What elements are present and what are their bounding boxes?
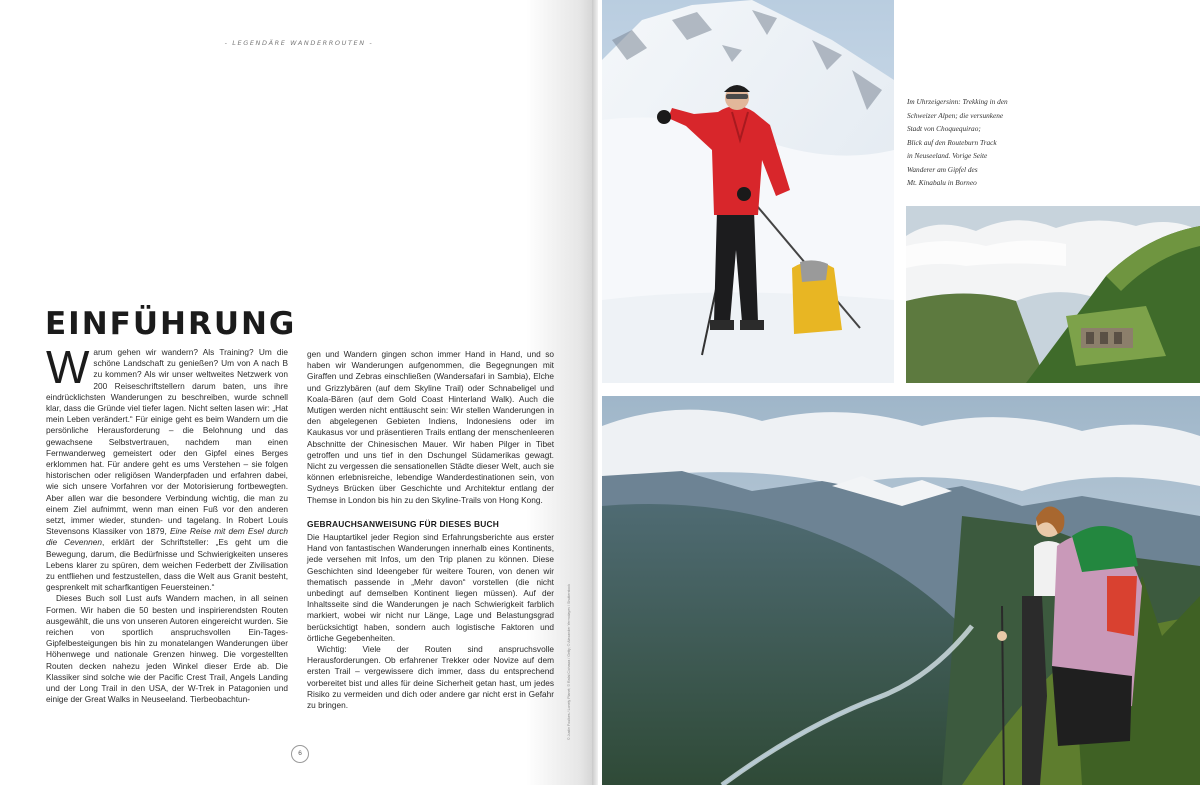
- drop-cap: W: [46, 341, 90, 393]
- paragraph-5: Wichtig: Viele der Routen sind anspruchsvolle Herausforderungen. Ob erfahrener Trekker oder Novize auf dem ersten Trail – vergewissere dich immer, dass du entsprechend vorbereitet bist und alles für deine Sicherheit getan hast, um jedes Risiko zu vermeiden und dich oder andere gar nicht erst in Gefahr zu bringen.: [307, 644, 554, 711]
- page-number: 6: [291, 745, 309, 763]
- photo-snow-hiker: [602, 0, 894, 383]
- text-column-2: [307, 349, 554, 711]
- photo-caption: [907, 95, 1027, 190]
- caption-line: Schweizer Alpen; die versunkene: [907, 110, 1004, 120]
- running-head: - LEGENDÄRE WANDERROUTEN -: [224, 39, 374, 47]
- choquequirao-illustration: [906, 206, 1200, 383]
- photo-credit: © Justin Foulkes / Lonely Planet; © Rafal Cichawa / Getty; © Alexander Yermolayev / Shutterstock: [567, 584, 571, 740]
- paragraph-3: gen und Wandern gingen schon immer Hand in Hand, und so haben wir Wanderungen aufgenommen, die Begegnungen mit Giraffen und Zebras einschließen (Wandersafari in Sambia), Elche und Grizzlybären (auf dem Skyline Trail) oder Schnabeligel und Koala-Bären (auf dem Gold Coast Hinterland Walk). Auch die Mutigen werden nicht enttäuscht sein: Wir stellen Wanderungen in den abgelegenen Gebieten Indiens, Indonesiens oder im Kaukasus vor und präsentieren Trails entlang der menschenleeren Abschnitte der Chinesischen Mauer. Wir haben Pilger in Tibet getroffen und uns tief in den Dschungel Südamerikas gewagt. Nicht zu vergessen die sensationellen Städte dieser Welt, auch sie können erlebnisreiche, lebendige Wanderdestinationen sein, von Sydneys Brücken über Geschichte und Architektur entlang der Themse in London bis hin zu den Skyline-Trails von Hong Kong.: [307, 349, 554, 505]
- caption-line: Im Uhrzeigersinn: Trekking in den: [907, 97, 1008, 106]
- left-page: [0, 0, 598, 785]
- routeburn-illustration: [602, 396, 1200, 785]
- page-title: EINFÜHRUNG: [45, 306, 297, 342]
- paragraph-4: Die Hauptartikel jeder Region sind Erfahrungsberichte aus erster Hand von fantastischen Wanderungen innerhalb eines Kontinents, jede versehen mit Infos, um den Trip planen zu können. Diese Geschichten sind Ideengeber für weitere Touren, von denen wir thematisch passende in „Mehr davon“ vorstellen (die nicht unbedingt auf demselben Kontinent liegen müssen). Auf der Inhaltsseite sind die Wanderungen je nach Schwierigkeit farblich markiert, wobei wir nicht nur Länge, Lage und Belastungsgrad berücksichtigt haben, sondern auch logistische Faktoren und örtliche Gegebenheiten.: [307, 532, 554, 643]
- caption-line: Mt. Kinabalu in Borneo: [907, 178, 977, 187]
- photo-choquequirao: [906, 206, 1200, 383]
- caption-line: Blick auf den Routeburn Track: [907, 137, 997, 147]
- book-title: Eine Reise mit dem Esel durch die Cevennen: [46, 526, 288, 548]
- intro-paragraph: [46, 341, 288, 593]
- photo-routeburn-track: [602, 396, 1200, 785]
- paragraph-2: Dieses Buch soll Lust aufs Wandern machen, in all seinen Formen. Wir haben die 50 besten und inspirierendsten Routen ausgewählt, die uns von unseren Autoren eingereicht wurden. Sie reichen von sportlich anspruchsvollen Ein-Tages-Gipfelbesteigungen bis hin zu monatelangen Wanderungen über Höhenwege und nationale Grenzen hinweg. Die vorgestellten Routen decken nahezu jeden Winkel dieser Erde ab. Die Klassiker sind solche wie der Pacific Crest Trail, Angels Landing und der Long Trail in den USA, der W-Trek in Patagonien und einige der Great Walks in Neuseeland. Tierbeobachtun-: [46, 593, 288, 705]
- text-column-1: [46, 341, 288, 706]
- intro-lead: arum gehen wir wandern? Als Training? Um die schöne Landschaft zu genießen? Um von A nach B zu kommen? Als wir unser weltweites Netzwerk von 200 Reiseschriftstellern darum baten, uns ihre eindrücklichsten Wanderungen zu beschreiben, wurde schnell klar, dass die Gründe viel tiefer lagen. Nicht selten lasen wir: „Hat mein Leben verändert.“ Für einige geht es beim Wandern um die persönliche Herausforderung – die Belohnung und das gewachsene Selbstvertrauen, nachdem man einen Fernwanderweg gemeistert oder den Gipfel eines Berges erklommen hat. Für andere geht es ums Verstehen – sie folgen historischen oder religiösen Wanderpfaden und erfahren dabei, wie sich unsere Vorfahren vor der Motorisierung fortbewegten. Aber allen war die besondere Verbindung wichtig, die man zu einem Ziel aufnimmt, wenn man einen Fuß vor den anderen setzt, immer wieder, stunden- und tagelang. In Robert Louis Stevensons Klassiker von 1879,: [46, 347, 288, 537]
- caption-line: in Neuseeland. Vorige Seite: [907, 151, 988, 160]
- section-subhead: GEBRAUCHSANWEISUNG FÜR DIESES BUCH: [307, 518, 499, 529]
- caption-line: Stadt von Choquequirao;: [907, 124, 981, 133]
- snow-hiker-illustration: [602, 0, 894, 383]
- intro-tail: , erklärt der Schriftsteller: „Es geht um die Bewegung, darum, die Bedürfnisse und Schwierigkeiten unseres Lebens klarer zu spüren, dem weichen Federbett der Zivilisation zu entfliehen und festzustellen, dass die Welt aus Granit besteht, gesprenkelt mit scharfkantigen Feuersteinen.“: [46, 537, 288, 593]
- caption-line: Wanderer am Gipfel des: [907, 164, 978, 174]
